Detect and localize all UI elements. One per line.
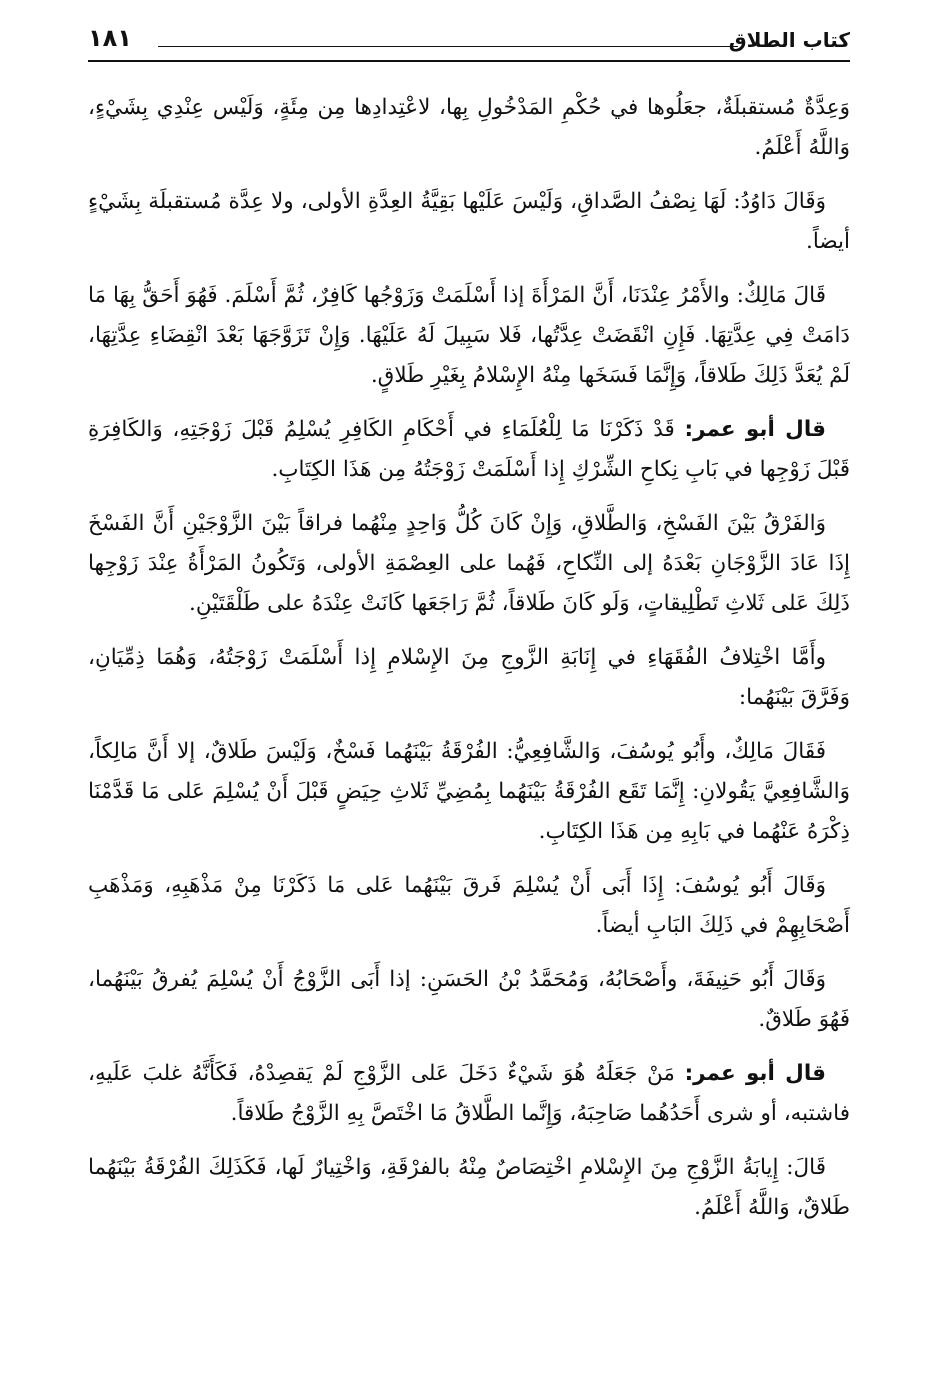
running-title: كتاب الطلاق — [728, 28, 850, 52]
paragraph — [88, 1148, 850, 1228]
paragraph — [88, 732, 850, 852]
paragraph-text: وَالفَرْقُ بَيْنَ الفَسْخِ، وَالطَّلاقِ، وَإِنْ كَانَ كُلُّ وَاحِدٍ مِنْهُما فراقاً بَيْنَ الزَّوْجَيْنِ أَنَّ الفَسْخَ إِذَا عَادَ الزَّوْجَانِ بَعْدَهُ إلى النِّكاحِ، فَهُما على العِصْمَةِ الأولى، وَتَكُونُ المَرْأَةُ عِنْدَ زَوْجِها ذَلِكَ عَلى ثَلاثِ تَطْلِيقاتٍ، وَلَو كَانَ طَلاقاً، ثُمَّ رَاجَعَها كَانَتْ عِنْدَهُ على طَلْقَتَيْنِ. — [88, 511, 850, 616]
paragraph-lead: قال أبو عمر: — [684, 417, 826, 442]
paragraph — [88, 88, 850, 168]
paragraph-text: قَالَ مَالِكٌ: والأَمْرُ عِنْدَنَا، أَنَّ المَرْأَةَ إذا أَسْلَمَتْ وَزَوْجُها كَافِرٌ، ثُمَّ أَسْلَمَ. فَهُوَ أَحَقُّ بِهَا مَا دَامَتْ فِي عِدَّتِهَا. فَإِنِ انْقَضَتْ عِدَّتُها، فَلا سَبِيلَ لَهُ عَلَيْهَا. وَإِنْ تَزَوَّجَهَا بَعْدَ انْقِضَاءِ عِدَّتِهَا، لَمْ يُعَدَّ ذَلِكَ طَلاقاً، وَإِنَّمَا فَسَخَها مِنْهُ الإِسْلامُ بِغَيْرِ طَلاقٍ. — [88, 283, 850, 388]
paragraph — [88, 638, 850, 718]
paragraph-text: قَالَ: إِيابَةُ الزَّوْجِ مِنَ الإِسْلامِ اخْتِصَاصٌ مِنْهُ بالفرْقَةِ، وَاخْتِيارٌ لَها، فَكَذَلِكَ الفُرْقَةُ بَيْنَهُما طَلاقٌ، وَاللَّهُ أَعْلَمُ. — [88, 1155, 850, 1220]
page-number: ١٨١ — [88, 24, 132, 52]
paragraph-text: وَقَالَ دَاوُدُ: لَهَا نِصْفُ الصَّداقِ، وَلَيْسَ عَلَيْها بَقِيَّةُ العِدَّةِ الأولى، ولا عِدَّة مُستقبلَة بِشَيْءٍ أيضاً. — [88, 189, 850, 254]
paragraph-text: وَقَالَ أَبُو حَنِيفَةَ، وأَصْحَابُهُ، وَمُحَمَّدُ بْنُ الحَسَنِ: إذا أَبَى الزَّوْجُ أَنْ يُسْلِمَ يُفرقُ بَيْنَهُما، فَهُوَ طَلاقٌ. — [88, 967, 850, 1032]
paragraph — [88, 866, 850, 946]
paragraph-text: وأَمَّا اخْتِلافُ الفُقَهَاءِ في إِنَابَةِ الزَّوجِ مِنَ الإِسْلامِ إِذا أَسْلَمَتْ زَوْجَتُهُ، وَهُمَا ذِمِّيَانِ، وَفَرَّقَ بَيْنَهُما: — [88, 645, 850, 710]
page-header — [88, 22, 850, 62]
book-page — [88, 22, 850, 1242]
paragraph-text: وَقَالَ أَبُو يُوسُفَ: إِذَا أَبَى أَنْ يُسْلِمَ فَرقَ بَيْنَهُما عَلى مَا ذَكَرْنَا مِنْ مَذْهَبِهِ، وَمَذْهَبِ أَصْحَابِهِمْ في ذَلِكَ البَابِ أيضاً. — [88, 873, 850, 938]
paragraph — [88, 504, 850, 624]
paragraph-text: قَدْ ذَكَرْنَا مَا لِلْعُلَمَاءِ في أَحْكَامِ الكَافِرِ يُسْلِمُ قَبْلَ زَوْجَتِهِ، وَالكَافِرَةِ قَبْلَ زَوْجِها في بَابِ نِكاحِ الشِّرْكِ إِذا أَسْلَمَتْ زَوْجَتُهُ مِن هَذَا الكِتَابِ. — [88, 417, 850, 482]
paragraph — [88, 182, 850, 262]
page-body — [88, 88, 850, 1228]
paragraph — [88, 1054, 850, 1134]
paragraph — [88, 960, 850, 1040]
header-rule — [158, 46, 738, 47]
paragraph — [88, 276, 850, 396]
paragraph-lead: قال أبو عمر: — [684, 1061, 826, 1086]
paragraph-text: مَنْ جَعَلَهُ هُوَ شَيْءٌ دَخَلَ عَلى الزَّوْجِ لَمْ يَقصِدْهُ، فَكَأَنَّهُ غلبَ عَلَيهِ، فاشتبه، أو شرى أَحَدُهُما صَاحِبَهُ، وَإِنَّما الطَّلاقُ مَا اخْتَصَّ بِهِ الزَّوْجُ طَلاقاً. — [88, 1061, 850, 1126]
paragraph-text: وَعِدَّةٌ مُستقبلَةٌ، جعَلُوها في حُكْمِ المَدْخُولِ بِها، لاعْتِدادِها مِن مِئَةٍ، وَلَيْس عِنْدِي بِشَيْءٍ، وَاللَّهُ أَعْلَمُ. — [88, 95, 850, 160]
paragraph-text: فَقَالَ مَالِكٌ، وأَبُو يُوسُفَ، وَالشَّافِعِيُّ: الفُرْقَةُ بَيْنَهُما فَسْخٌ، وَلَيْسَ طَلاقٌ، إلا أَنَّ مَالِكاً، وَالشَّافِعِيَّ يَقُولانِ: إِنَّمَا تَقَع الفُرْقَةُ بَيْنَهُما بِمُضِيِّ ثَلاثِ حِيَضٍ قَبْلَ أَنْ يُسْلِمَ عَلى مَا قَدَّمْنَا ذِكْرَهُ عَنْهُما في بَابِهِ مِن هَذَا الكِتَابِ. — [88, 739, 850, 844]
paragraph — [88, 410, 850, 490]
